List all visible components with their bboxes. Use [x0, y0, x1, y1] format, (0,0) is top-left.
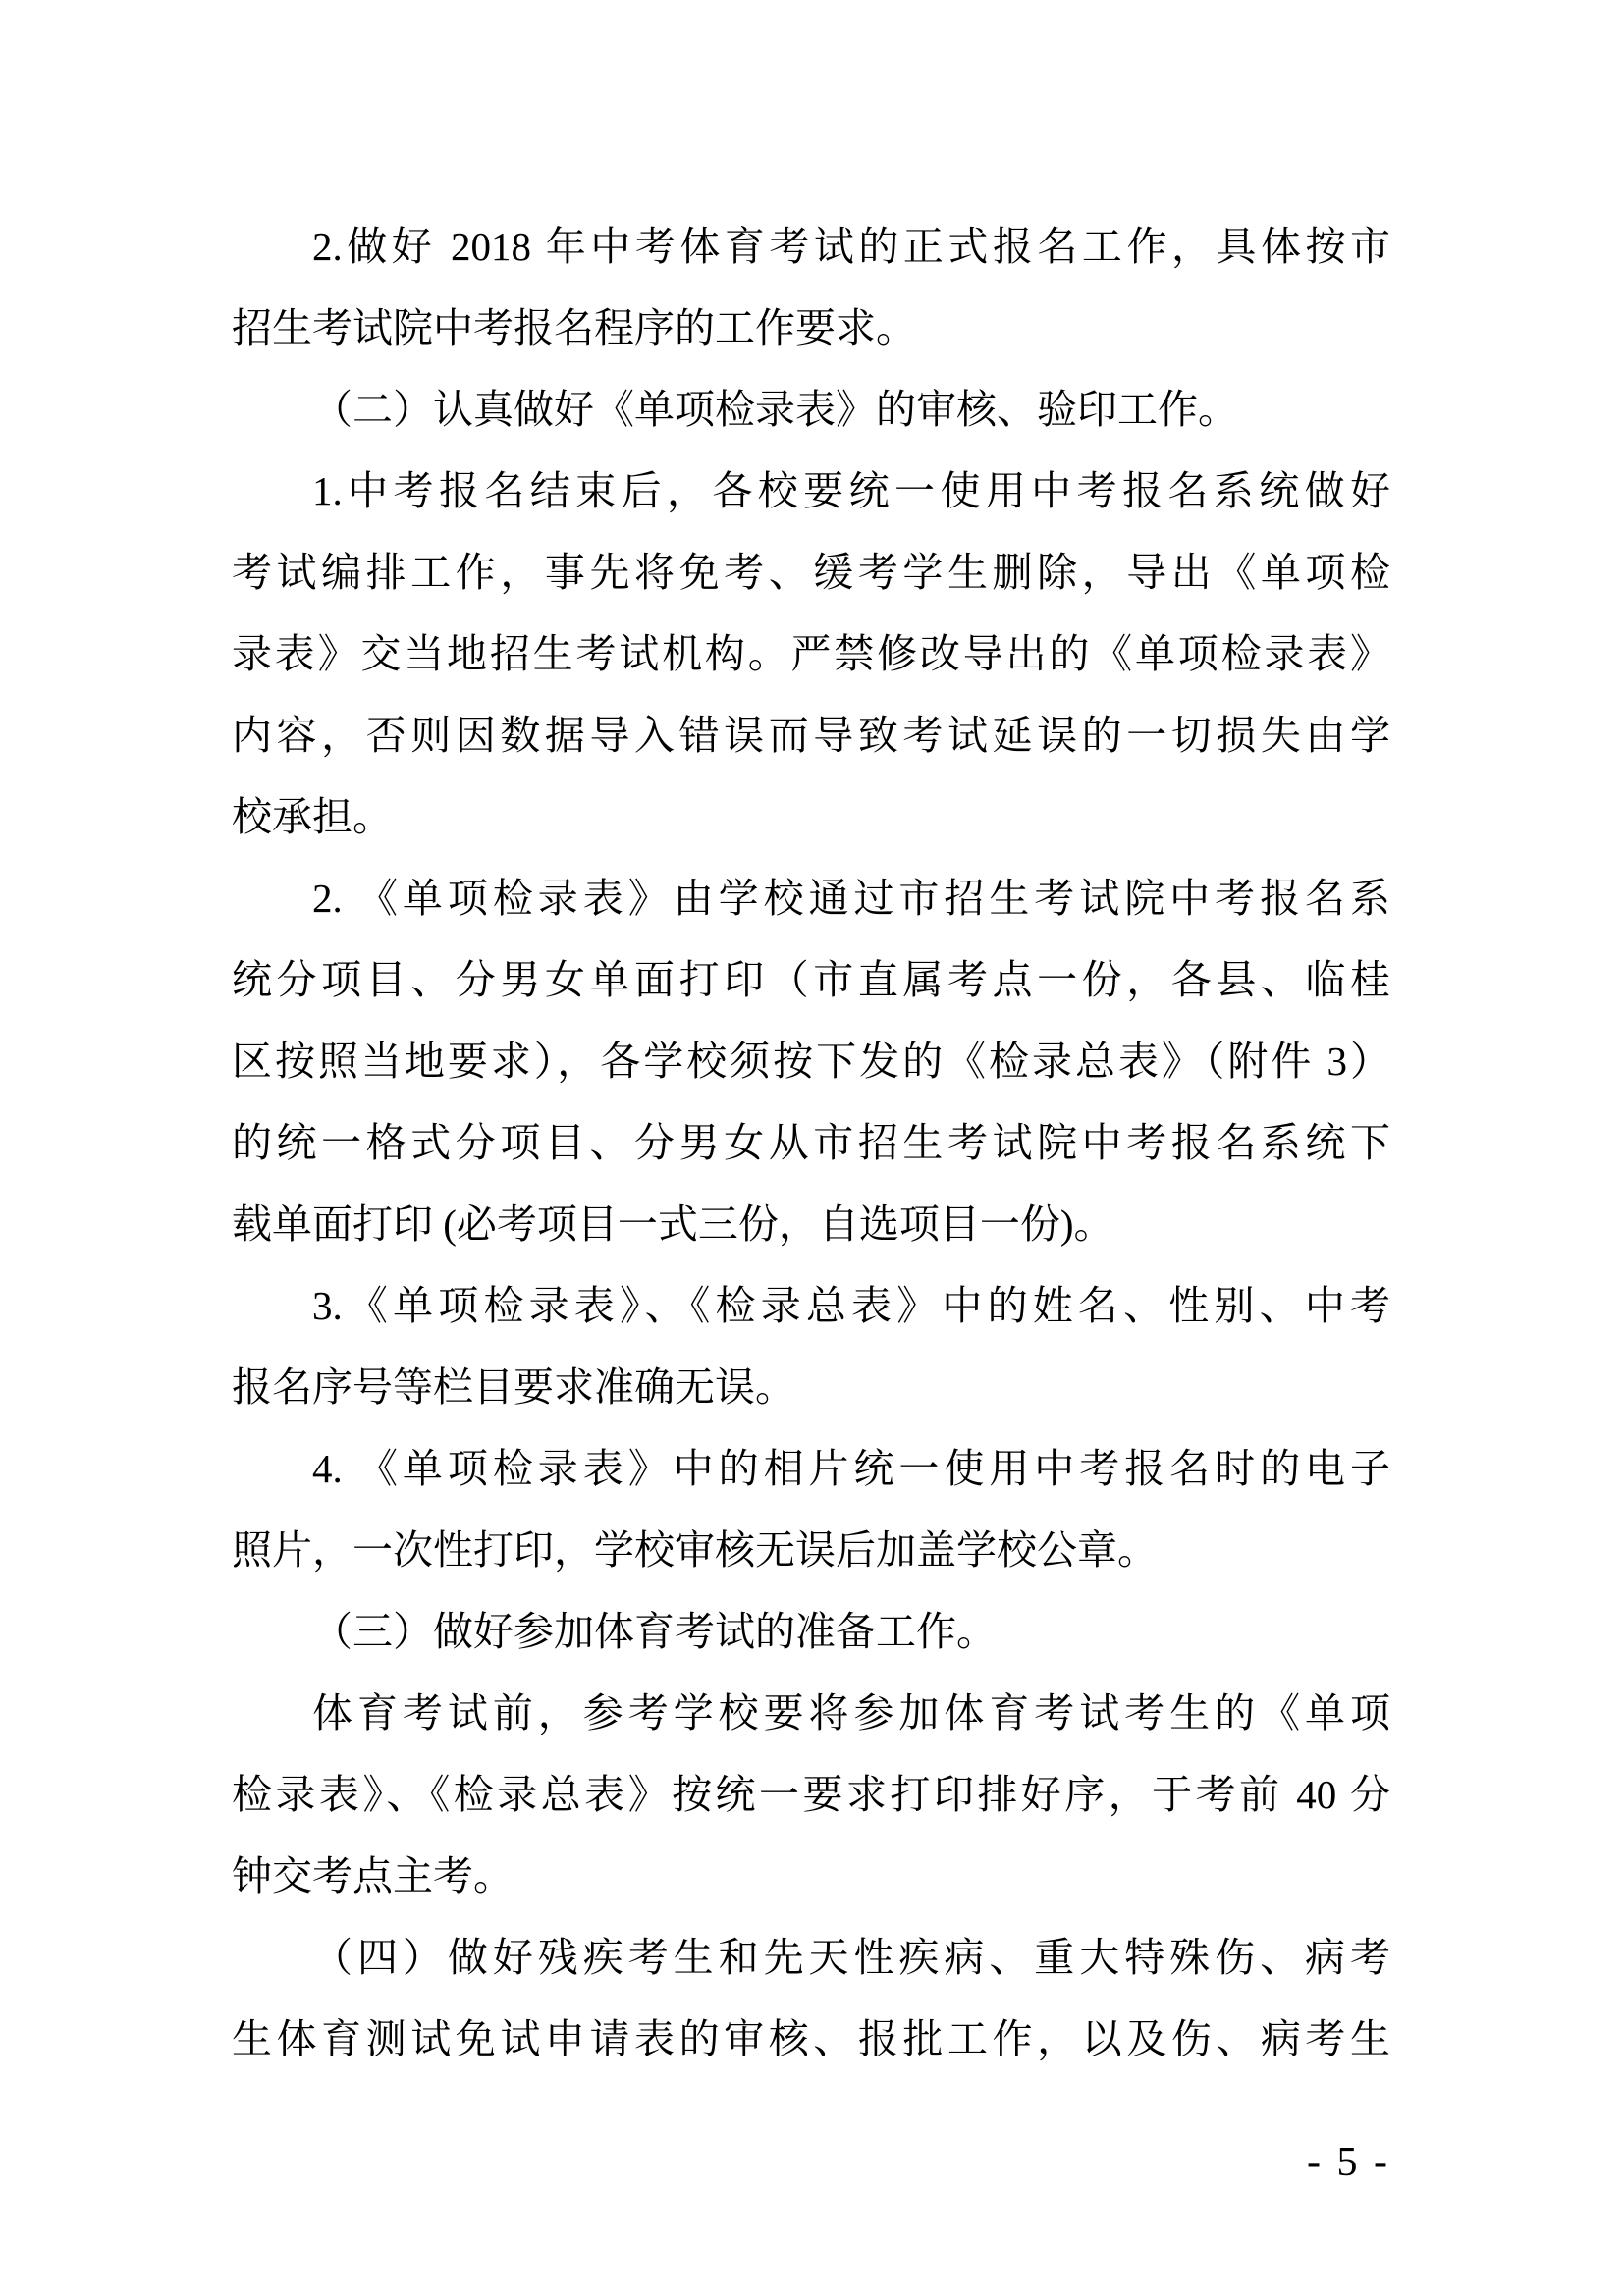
text-line: 内容，否则因数据导入错误而导致考试延误的一切损失由学 — [232, 713, 1390, 758]
text-line: 检录表》、《检录总表》按统一要求打印排好序，于考前 40 分 — [232, 1772, 1390, 1817]
text-line: 体育考试前，参考学校要将参加体育考试考生的《单项 — [312, 1690, 1390, 1735]
page-number: - 5 - — [1307, 2140, 1390, 2185]
text-line: 钟交考点主考。 — [232, 1853, 514, 1898]
text-line: 考试编排工作，事先将免考、缓考学生删除，导出《单项检 — [232, 550, 1390, 595]
text-line: 的统一格式分项目、分男女从市招生考试院中考报名系统下 — [232, 1120, 1390, 1165]
document-body — [232, 206, 1390, 2080]
text-line: 统分项目、分男女单面打印（市直属考点一份，各县、临桂 — [232, 957, 1390, 1002]
text-line: （三）做好参加体育考试的准备工作。 — [312, 1609, 997, 1654]
text-line: （二）认真做好《单项检录表》的审核、验印工作。 — [312, 387, 1238, 432]
text-line: 4. 《单项检录表》中的相片统一使用中考报名时的电子 — [312, 1446, 1390, 1491]
text-line: 载单面打印 (必考项目一式三份，自选项目一份)。 — [232, 1201, 1114, 1247]
text-line: 1.中考报名结束后，各校要统一使用中考报名系统做好 — [312, 468, 1390, 513]
text-line: 校承担。 — [232, 794, 393, 839]
text-line: 3.《单项检录表》、《检录总表》中的姓名、性别、中考 — [312, 1283, 1390, 1328]
text-line: 2.做好 2018 年中考体育考试的正式报名工作，具体按市 — [312, 224, 1390, 269]
text-line: 2. 《单项检录表》由学校通过市招生考试院中考报名系 — [312, 876, 1390, 921]
text-line: 生体育测试免试申请表的审核、报批工作，以及伤、病考生 — [232, 2016, 1390, 2061]
text-line: （四）做好残疾考生和先天性疾病、重大特殊伤、病考 — [312, 1935, 1390, 1980]
text-line: 区按照当地要求），各学校须按下发的《检录总表》（附件 3） — [232, 1039, 1390, 1084]
text-line: 招生考试院中考报名程序的工作要求。 — [232, 305, 916, 350]
text-line: 录表》交当地招生考试机构。严禁修改导出的《单项检录表》 — [232, 631, 1390, 676]
text-line: 报名序号等栏目要求准确无误。 — [232, 1364, 795, 1410]
text-line: 照片，一次性打印，学校审核无误后加盖学校公章。 — [232, 1527, 1158, 1573]
